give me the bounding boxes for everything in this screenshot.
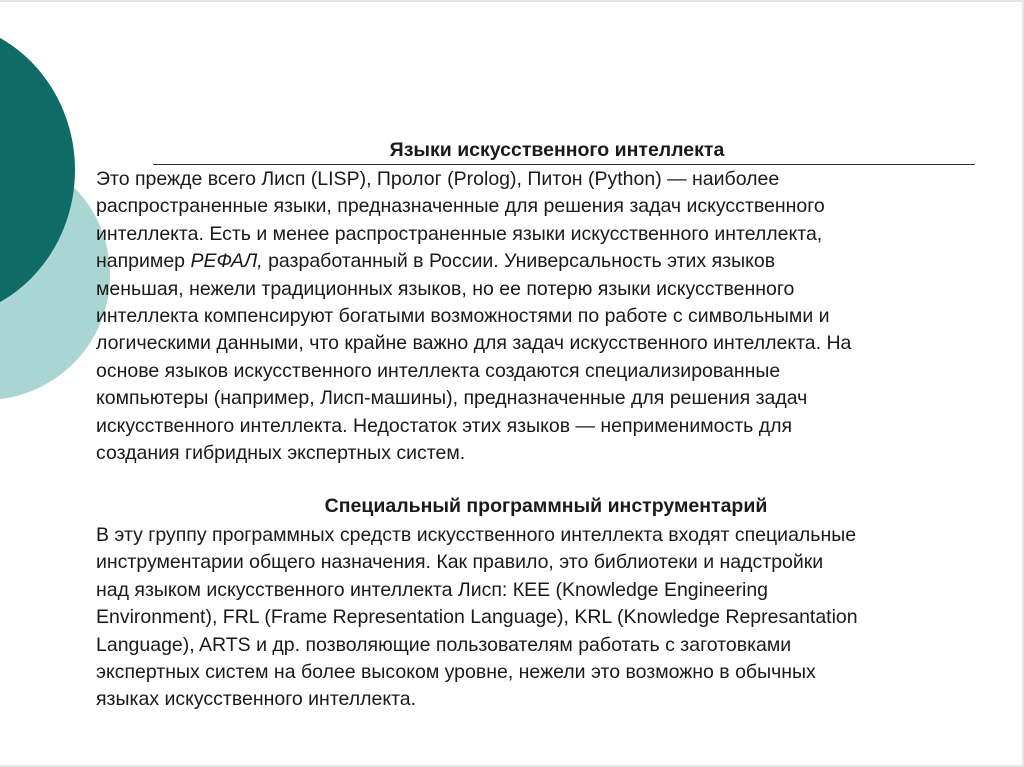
text-line: меньшая, нежели традиционных языков, но ее потерю языки искусственного [96, 277, 795, 300]
section-heading-ai-languages: Языки искусственного интеллекта [389, 139, 725, 161]
text-line: Это прежде всего Лисп (LISP), Пролог (Prolog), Питон (Python) — наиболее [96, 168, 780, 190]
text-line [96, 248, 986, 275]
text-line: создания гибридных экспертных систем. [96, 442, 466, 465]
paragraph-special-tools [96, 522, 1001, 714]
text-line: над языком искусственного интеллекта Лисп: КЕЕ (Knowledge Engineering [96, 578, 769, 601]
text-line: искусственного интеллекта. Недостаток этих языков — неприменимость для [96, 414, 793, 437]
text-line: основе языков искусственного интеллекта создаются специализированные [96, 359, 781, 382]
text-line: компьютеры (например, Лисп-машины), предназначенные для решения задач [96, 387, 808, 410]
text-line: интеллекта. Есть и менее распространенные языки искусственного интеллекта, [96, 222, 823, 245]
section-heading-special-tools: Специальный программный инструментарий [324, 495, 768, 517]
slide-border-top [0, 0, 1024, 2]
text-line: Environment), FRL (Frame Representation Language), KRL (Knowledge Represantation [96, 606, 858, 629]
text-line: распространенные языки, предназначенные для решения задач искусственного [96, 195, 825, 218]
text-line: инструментарии общего назначения. Как правило, это библиотеки и надстройки [96, 551, 824, 574]
heading-underline [153, 164, 975, 165]
text-line: экспертных систем на более высоком уровне, нежели это возможно в обычных [96, 661, 816, 684]
text-fragment: разработанный в России. Универсальность этих языков [262, 250, 776, 273]
text-line: языках искусственного интеллекта. [96, 688, 417, 711]
refal-italic-text: РЕФАЛ, [190, 250, 263, 273]
text-line: В эту группу программных средств искусственного интеллекта входят специальные [96, 524, 857, 546]
text-line: логическими данными, что крайне важно для задач искусственного интеллекта. На [96, 332, 852, 355]
text-line: интеллекта компенсируют богатыми возможностями по работе с символьными и [96, 305, 830, 328]
text-line: Language), ARTS и др. позволяющие пользователям работать с заготовками [96, 633, 792, 656]
paragraph-ai-languages [96, 166, 986, 467]
text-fragment: например [96, 250, 191, 273]
